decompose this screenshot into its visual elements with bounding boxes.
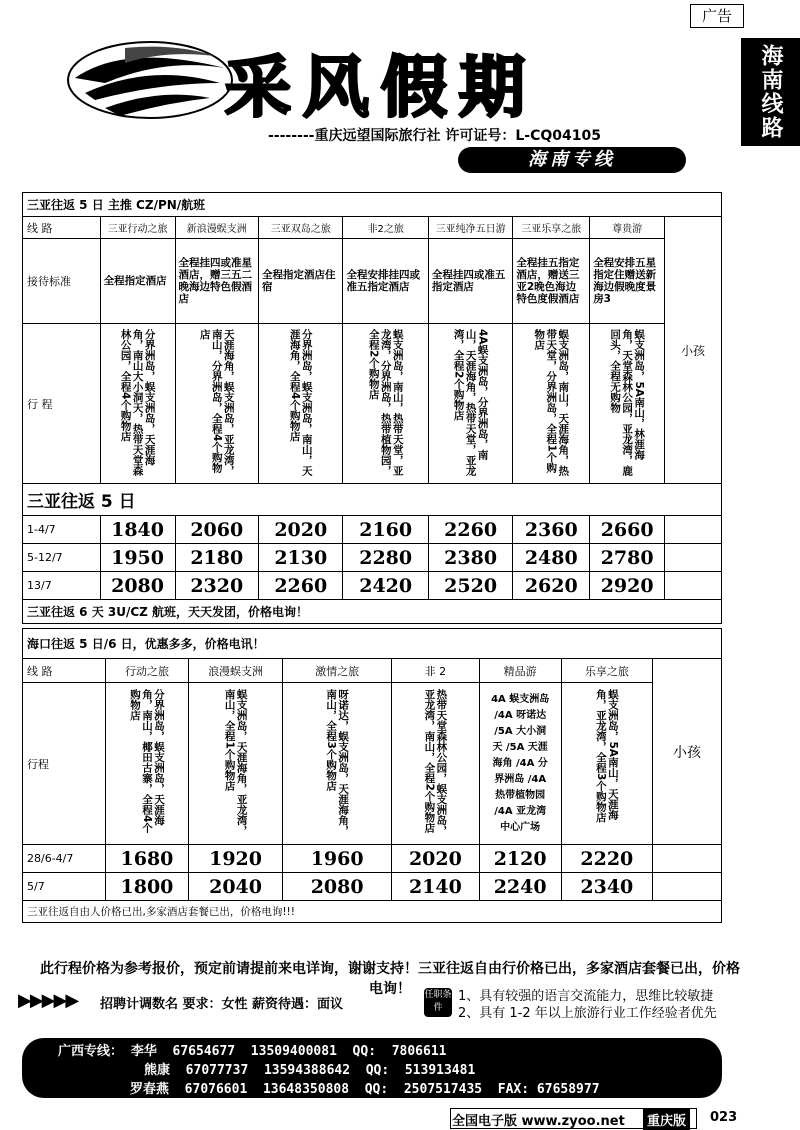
sec2-note: 三亚往返自由人价格已出,多家酒店套餐已出，价格电询!!!: [23, 901, 722, 923]
arrow-icons: ▶▶▶▶▶: [18, 990, 78, 1011]
price-cell: 2260: [428, 516, 512, 544]
itinerary-cell: 呀诺达，蜈支洲岛，天涯海角，南山，全程3个购物店: [325, 688, 350, 836]
price-cell: 1800: [106, 873, 189, 901]
footer-note: 此行程价格为参考报价，预定前请提前来电详询，谢谢支持！三亚往返自由行价格已出，多家酒店套餐已出，价格电询！: [40, 961, 740, 997]
logo-swirl-icon: [65, 38, 235, 123]
row-route-label: 线 路: [23, 217, 101, 239]
itinerary-cell: 蜈支洲岛，5A南山，林涯海角，天堂森林公园，亚龙湾，鹿回头，全程无购物: [609, 328, 646, 476]
price-cell: 2420: [343, 572, 428, 600]
price-cell: 2080: [283, 873, 392, 901]
route-header: 三亚乐享之旅: [513, 217, 590, 239]
requirement-1: 1、具有较强的语言交流能力，思维比较敏捷: [458, 989, 714, 1004]
price-cell: 2480: [513, 544, 590, 572]
itin-line: 界洲岛 /4A: [494, 773, 547, 785]
route-header: 新浪漫蜈支洲: [175, 217, 259, 239]
date-cell: 5/7: [23, 873, 106, 901]
itinerary-cell: 蜈支洲岛，南山，热带天堂，亚龙湾，分界洲岛，热带植物园，全程2个购物店: [367, 328, 404, 476]
sanya-table: [22, 192, 722, 624]
itinerary-cell: 蜈支洲岛，南山，天涯海角，热带天堂，分界洲岛，全程1个购物店: [533, 328, 570, 476]
price-cell: 2380: [428, 544, 512, 572]
price-cell: 2360: [513, 516, 590, 544]
price-cell: 2120: [479, 845, 561, 873]
price-cell: 1680: [106, 845, 189, 873]
contact-qq: 513913481: [404, 1063, 476, 1078]
contact-panel: [22, 1038, 722, 1098]
price-cell: 1960: [283, 845, 392, 873]
footer-site: 全国电子版 www.zyoo.net: [452, 1114, 625, 1129]
price-cell: 2180: [175, 544, 259, 572]
std-cell: 全程挂四或准五指定酒店: [428, 239, 512, 324]
route-header: 三亚双岛之旅: [259, 217, 343, 239]
price-cell: 1840: [100, 516, 175, 544]
contact-fax: FAX: 67658977: [497, 1082, 600, 1097]
price-cell: 2130: [259, 544, 343, 572]
agency-line: --------重庆远望国际旅行社 许可证号：L-CQ04105: [268, 128, 601, 144]
child-label: 小孩: [665, 217, 722, 484]
route-header: 三亚行动之旅: [100, 217, 175, 239]
sec2-title: 海口往返 5 日/6 日，优惠多多，价格电讯！: [23, 629, 722, 659]
itin-line: 中心广场: [500, 821, 541, 833]
std-cell: 全程安排挂四或准五指定酒店: [343, 239, 428, 324]
contact-mobile: 13509400081: [250, 1044, 337, 1059]
itin-line: /4A 亚龙湾: [494, 805, 547, 817]
date-cell: 5-12/7: [23, 544, 101, 572]
requirement-2: 2、具有 1-2 年以上旅游行业工作经验者优先: [458, 1006, 717, 1021]
brand-title: 采风假期: [225, 48, 537, 126]
itinerary-cell: 天涯海角，蜈支洲岛，亚龙湾，南山，分界洲岛，全程4个购物店: [198, 328, 235, 476]
contact-phone: 67077737: [185, 1063, 249, 1078]
itinerary-cell: 蜈支洲岛，5A南山，天涯海角，亚龙湾，全程3个购物店: [594, 688, 619, 822]
hainan-label: 海南专线: [458, 147, 686, 173]
itinerary-cell: [479, 683, 561, 845]
route-header: 三亚纯净五日游: [428, 217, 512, 239]
route-header: 乐享之旅: [561, 659, 653, 683]
std-cell: 全程指定酒店住宿: [259, 239, 343, 324]
price-cell: 2160: [343, 516, 428, 544]
itinerary-cell: 分界洲岛，蜈支洲岛，南山，天涯海角，全程4个购物店: [288, 328, 313, 476]
price-cell: 2780: [590, 544, 665, 572]
itinerary-cell: 分界洲岛，蜈支洲岛，天涯海角，南山大小洞天，热带天堂森林公园，全程4个购物店: [119, 328, 156, 476]
itin-line: 海角 /4A 分: [492, 757, 548, 769]
itinerary-cell: 4A蜈支洲岛，分界洲岛，南山，天涯海角，热带天堂，亚龙湾，全程2个购物店: [452, 328, 489, 476]
sec1-title: 三亚往返 5 日 主推 CZ/PN/航班: [23, 193, 722, 217]
date-cell: 13/7: [23, 572, 101, 600]
std-cell: 全程挂四或准星酒店，赠三五二晚海边特色假酒店: [175, 239, 259, 324]
route-header: 激情之旅: [283, 659, 392, 683]
itin-line: /4A 呀诺达: [494, 709, 547, 721]
std-cell: 全程指定酒店: [100, 239, 175, 324]
itin-line: /5A 大小洞: [494, 725, 547, 737]
contact-phone: 67654677: [172, 1044, 236, 1059]
requirement-tag: 任职条件: [424, 988, 452, 1017]
itin-line: 热带植物园: [495, 789, 546, 801]
contact-mobile: 13648350808: [262, 1082, 350, 1097]
price-cell: 2140: [392, 873, 480, 901]
route-header: 精品游: [479, 659, 561, 683]
row-route-label: 线 路: [23, 659, 106, 683]
itin-line: 4A 蜈支洲岛: [491, 693, 550, 705]
price-cell: 1950: [100, 544, 175, 572]
contact-name: 罗春燕: [130, 1082, 170, 1097]
price-cell: 2620: [513, 572, 590, 600]
sec1-subtitle: 三亚往返 5 日: [23, 484, 722, 516]
price-cell: 2660: [590, 516, 665, 544]
haikou-table: [22, 628, 722, 923]
sec1-note: 三亚往返 6 天 3U/CZ 航班，天天发团，价格电询！: [23, 600, 722, 624]
itinerary-cell: 蜈支洲岛，天涯海角，亚龙湾，南山，全程1个购物店: [223, 688, 248, 836]
child-label: 小孩: [653, 659, 722, 845]
date-cell: 28/6-4/7: [23, 845, 106, 873]
contact-qq-label: QQ:: [365, 1063, 390, 1078]
price-cell: 2220: [561, 845, 653, 873]
row-itin-label: 行 程: [23, 324, 101, 484]
price-cell: 2520: [428, 572, 512, 600]
price-cell: 2020: [259, 516, 343, 544]
std-cell: 全程挂五指定酒店，赠送三亚2晚色海边特色度假酒店: [513, 239, 590, 324]
price-cell: 2340: [561, 873, 653, 901]
itinerary-cell: 分界洲岛，蜈支洲岛，天涯海角，南山，椰田古寨，全程4个购物店: [128, 688, 165, 833]
contact-qq-label: QQ:: [364, 1082, 389, 1097]
price-cell: 2020: [392, 845, 480, 873]
recruit-text: 招聘计调数名 要求：女性 薪资待遇：面议: [100, 997, 344, 1012]
price-cell: 2260: [259, 572, 343, 600]
row-itin-label: 行程: [23, 683, 106, 845]
price-cell: 2060: [175, 516, 259, 544]
date-cell: 1-4/7: [23, 516, 101, 544]
route-header: 非 2: [392, 659, 480, 683]
contact-qq: 7806611: [391, 1044, 447, 1059]
itin-line: 天 /5A 天涯: [492, 741, 548, 753]
row-std-label: 接待标准: [23, 239, 101, 324]
price-cell: 2040: [188, 873, 282, 901]
ad-tag: 广告: [690, 4, 744, 28]
contact-name: 李华: [130, 1044, 157, 1059]
price-cell: 2080: [100, 572, 175, 600]
price-cell: 2920: [590, 572, 665, 600]
price-cell: 2320: [175, 572, 259, 600]
std-cell: 全程安排五星指定住赠送新海边假晚度景房3: [590, 239, 665, 324]
route-header: 非2之旅: [343, 217, 428, 239]
route-header: 行动之旅: [106, 659, 189, 683]
price-cell: 2280: [343, 544, 428, 572]
contact-qq: 2507517435: [403, 1082, 483, 1097]
contact-qq-label: QQ:: [352, 1044, 377, 1059]
side-label: 海南线路: [741, 38, 800, 146]
route-header: 浪漫蜈支洲: [188, 659, 282, 683]
itinerary-cell: 热带天堂森林公园，蜈支洲岛，亚龙湾，南山，全程2个购物店: [423, 688, 448, 836]
contact-phone: 67076601: [184, 1082, 248, 1097]
price-cell: 1920: [188, 845, 282, 873]
page-number: 023: [710, 1110, 738, 1125]
footer-edition: 重庆版: [643, 1109, 690, 1130]
price-cell: 2240: [479, 873, 561, 901]
contact-label: 广西专线：: [58, 1044, 124, 1059]
contact-mobile: 13594388642: [263, 1063, 351, 1078]
route-header: 尊贵游: [590, 217, 665, 239]
contact-name: 熊康: [144, 1063, 171, 1078]
